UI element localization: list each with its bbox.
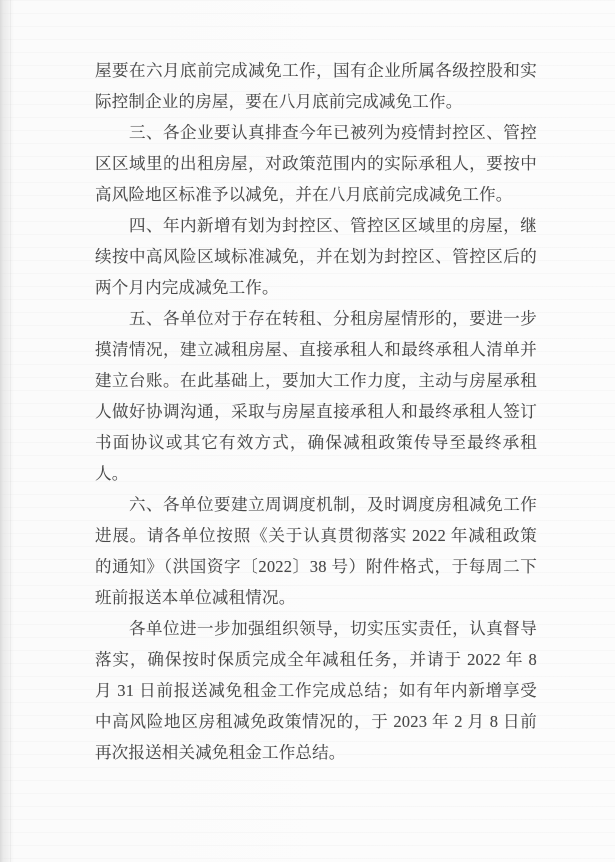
- document-line: 屋要在六月底前完成减免工作，国有企业所属各级控股和实: [95, 61, 537, 80]
- document-text-block: [95, 55, 537, 768]
- document-line: 摸清情况，建立减租房屋、直接承租人和最终承租人清单并: [95, 340, 537, 359]
- document-line: 书面协议或其它有效方式，确保减租政策传导至最终承租: [95, 433, 537, 452]
- document-line: 四、年内新增有划为封控区、管控区区域里的房屋，继: [129, 216, 537, 235]
- document-line: 两个月内完成减免工作。: [95, 278, 279, 297]
- document-line: 际控制企业的房屋，要在八月底前完成减免工作。: [95, 92, 463, 111]
- document-line: 进展。请各单位按照《关于认真贯彻落实 2022 年减租政策: [95, 526, 537, 545]
- document-line: 区区域里的出租房屋，对政策范围内的实际承租人，要按中: [95, 154, 537, 173]
- document-line: 续按中高风险区域标准减免，并在划为封控区、管控区后的: [95, 247, 537, 266]
- document-line: 建立台账。在此基础上，要加大工作力度，主动与房屋承租: [95, 371, 537, 390]
- document-line: 五、各单位对于存在转租、分租房屋情形的，要进一步: [129, 309, 537, 328]
- document-line: 人做好协调沟通，采取与房屋直接承租人和最终承租人签订: [95, 402, 537, 421]
- scanner-edge-line: [10, 0, 11, 862]
- document-line: 三、各企业要认真排查今年已被列为疫情封控区、管控: [129, 123, 537, 142]
- document-line: 中高风险地区房租减免政策情况的，于 2023 年 2 月 8 日前: [95, 712, 537, 731]
- document-line: 六、各单位要建立周调度机制，及时调度房租减免工作: [129, 495, 537, 514]
- document-line: 高风险地区标准予以减免，并在八月底前完成减免工作。: [95, 185, 513, 204]
- document-line: 各单位进一步加强组织领导，切实压实责任，认真督导: [129, 619, 537, 638]
- document-line: 的通知》（洪国资字〔2022〕38 号）附件格式，于每周二下: [95, 557, 537, 576]
- document-line: 月 31 日前报送减免租金工作完成总结；如有年内新增享受: [95, 681, 537, 700]
- document-line: 再次报送相关减免租金工作总结。: [95, 743, 346, 762]
- document-line: 人。: [95, 464, 129, 483]
- document-line: 落实，确保按时保质完成全年减租任务，并请于 2022 年 8: [95, 650, 537, 669]
- document-line: 班前报送本单位减租情况。: [95, 588, 296, 607]
